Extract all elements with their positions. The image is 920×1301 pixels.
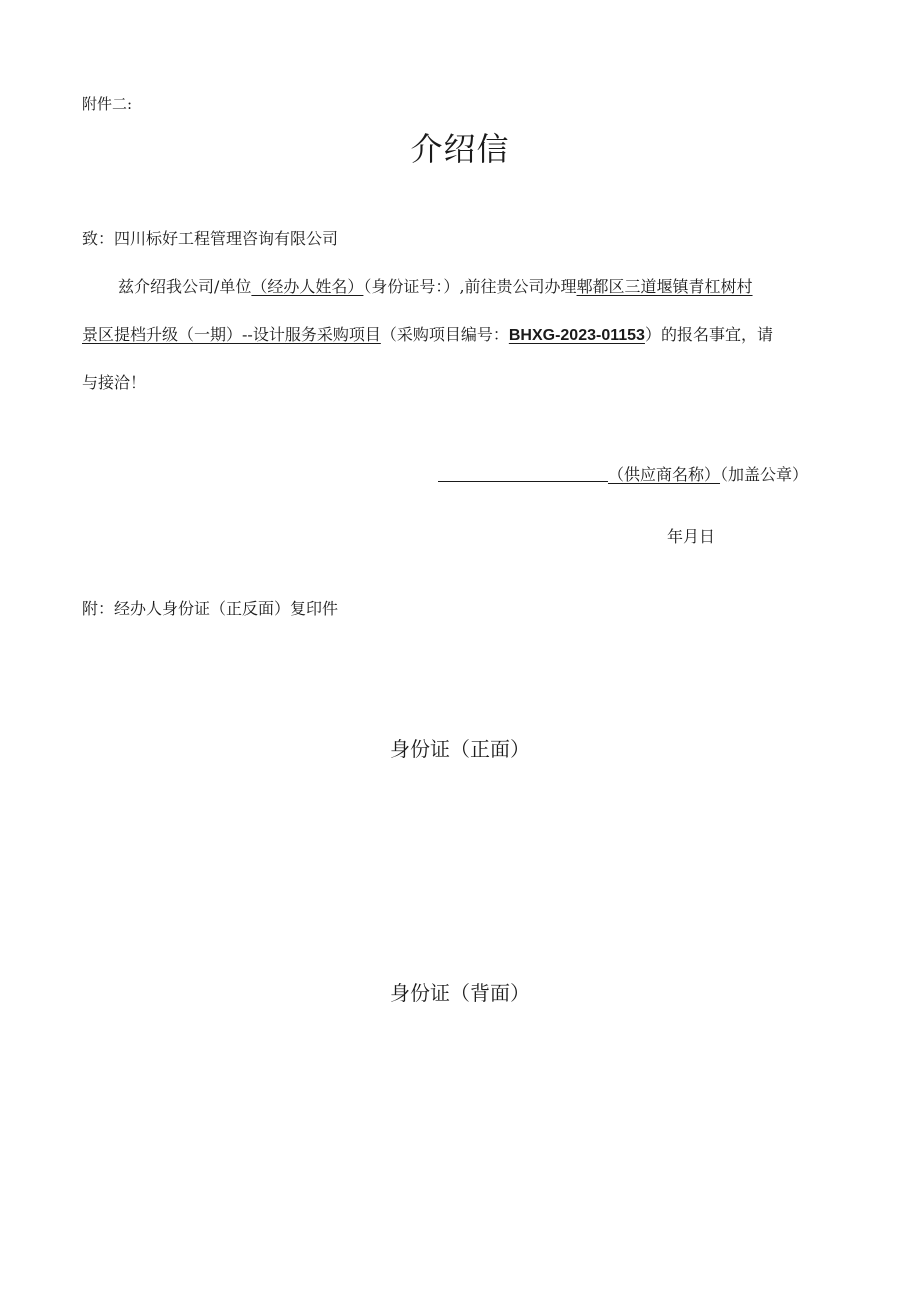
go-to-text: ,前往贵公司办理 bbox=[459, 277, 577, 296]
project-name-part-1: 郫都区三道堰镇青杠树村 bbox=[576, 277, 753, 296]
id-number-field: （身份证号：） bbox=[363, 277, 460, 296]
seal-label: （加盖公章） bbox=[720, 465, 809, 484]
page-title: 介绍信 bbox=[410, 130, 510, 168]
supplier-name-field: （供应商名称） bbox=[608, 465, 721, 484]
project-number: BHXG-2023-01153 bbox=[508, 327, 645, 344]
project-number-label: （采购项目编号： bbox=[380, 325, 509, 344]
body-line-1 bbox=[118, 274, 753, 297]
attachment-label: 附件二: bbox=[82, 95, 133, 113]
body-line-3: 与接洽！ bbox=[82, 373, 147, 392]
recipient-line: 致：四川标好工程管理咨询有限公司 bbox=[82, 229, 339, 248]
date-line: 年月日 bbox=[667, 527, 716, 546]
project-name-part-2: 景区提档升级（一期）--设计服务采购项目 bbox=[82, 325, 381, 344]
intro-text: 兹介绍我公司/单位 bbox=[118, 277, 252, 296]
agent-name-field: （经办人姓名） bbox=[251, 277, 364, 296]
closing-text: 的报名事宜，请 bbox=[660, 325, 773, 344]
id-card-front-label: 身份证（正面） bbox=[390, 737, 530, 761]
project-number-close: ） bbox=[644, 325, 661, 344]
id-card-back-label: 身份证（背面） bbox=[390, 981, 530, 1005]
supplier-blank-line bbox=[438, 481, 608, 482]
appendix-note: 附：经办人身份证（正反面）复印件 bbox=[82, 599, 339, 618]
body-line-2 bbox=[82, 322, 773, 345]
id-card-back-area bbox=[200, 1014, 720, 1244]
id-card-front-area bbox=[200, 770, 720, 960]
signature-row bbox=[438, 462, 808, 485]
